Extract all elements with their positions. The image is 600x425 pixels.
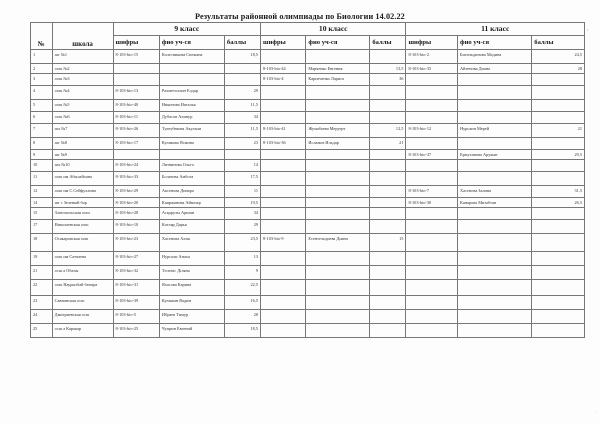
school-cell: шл №7 bbox=[52, 124, 113, 138]
row-number: 6 bbox=[31, 112, 53, 124]
table-row bbox=[31, 100, 585, 112]
grade11-name-cell bbox=[458, 252, 532, 266]
row-number: 19 bbox=[31, 252, 53, 266]
grade9-code-cell: 8-103-bio-23 bbox=[113, 234, 159, 252]
grade10-score-cell bbox=[370, 220, 406, 234]
grade11-score-cell: 31,5 bbox=[532, 186, 585, 198]
grade9-code-cell bbox=[113, 64, 159, 74]
grade9-score-cell: 19,5 bbox=[224, 198, 260, 208]
grade11-name-cell: Хасенова Залина bbox=[458, 186, 532, 198]
grade9-score-cell: 18,5 bbox=[224, 50, 260, 64]
grade11-score-cell bbox=[532, 208, 585, 220]
grade11-code-cell bbox=[406, 324, 458, 338]
grade10-name-cell bbox=[306, 100, 370, 112]
grade9-code-cell bbox=[113, 74, 159, 86]
header-school: школа bbox=[52, 23, 113, 50]
row-number: 17 bbox=[31, 220, 53, 234]
school-cell: Златопольская оош bbox=[52, 208, 113, 220]
grade9-code-cell: 8-103-bio-40 bbox=[113, 100, 159, 112]
grade9-name-cell: Яхасова Карина bbox=[159, 280, 224, 296]
table-row bbox=[31, 150, 585, 160]
grade11-code-cell bbox=[406, 310, 458, 324]
grade11-name-cell: Ермуханова Аружан bbox=[458, 150, 532, 160]
header-grade-9: 9 класс bbox=[113, 23, 261, 36]
school-cell: оош им С.Сейфуллина bbox=[52, 186, 113, 198]
grade10-code-cell bbox=[261, 280, 306, 296]
grade10-name-cell bbox=[306, 296, 370, 310]
grade10-name-cell bbox=[306, 186, 370, 198]
school-cell: оош им Абылайхана bbox=[52, 172, 113, 186]
grade10-code-cell bbox=[261, 198, 306, 208]
grade11-name-cell: Айтенова Диана bbox=[458, 64, 532, 74]
grade9-name-cell: Каиржанова Айназар bbox=[159, 198, 224, 208]
table-row bbox=[31, 64, 585, 74]
grade10-score-cell bbox=[370, 172, 406, 186]
results-body bbox=[31, 50, 585, 338]
grade9-code-cell: 8-103-bio-17 bbox=[113, 138, 159, 150]
grade9-name-cell: Болатова Амбота bbox=[159, 172, 224, 186]
grade11-score-cell bbox=[532, 296, 585, 310]
grade11-code-cell bbox=[406, 266, 458, 280]
grade9-score-cell: 14 bbox=[224, 160, 260, 172]
grade11-score-cell bbox=[532, 74, 585, 86]
grade11-score-cell bbox=[532, 266, 585, 280]
grade9-score-cell: 28 bbox=[224, 310, 260, 324]
grade9-score-cell: 13 bbox=[224, 252, 260, 266]
grade9-score-cell: 16,5 bbox=[224, 296, 260, 310]
grade10-score-cell bbox=[370, 208, 406, 220]
table-row bbox=[31, 198, 585, 208]
grade9-code-cell: 8-103-bio-20 bbox=[113, 198, 159, 208]
grade10-name-cell: Жумабаева Меруерт bbox=[306, 124, 370, 138]
grade11-code-cell bbox=[406, 208, 458, 220]
row-number: 14 bbox=[31, 198, 53, 208]
table-row bbox=[31, 186, 585, 198]
header-code: шифры bbox=[261, 36, 306, 50]
grade10-name-cell bbox=[306, 160, 370, 172]
table-row bbox=[31, 160, 585, 172]
school-cell: оош им Сатпаева bbox=[52, 252, 113, 266]
grade11-score-cell bbox=[532, 138, 585, 150]
grade10-score-cell bbox=[370, 266, 406, 280]
grade9-name-cell: Кулыкин Вадим bbox=[159, 296, 224, 310]
grade11-name-cell bbox=[458, 296, 532, 310]
grade11-name-cell: Нурсаин Мерей bbox=[458, 124, 532, 138]
grade11-score-cell bbox=[532, 172, 585, 186]
grade10-name-cell bbox=[306, 310, 370, 324]
row-number: 7 bbox=[31, 124, 53, 138]
school-cell: оош №2 bbox=[52, 64, 113, 74]
grade10-code-cell bbox=[261, 112, 306, 124]
grade9-code-cell: 8-103-bio-10 bbox=[113, 220, 159, 234]
grade11-code-cell bbox=[406, 160, 458, 172]
grade9-code-cell: 8-103-bio-13 bbox=[113, 86, 159, 100]
grade10-code-cell bbox=[261, 160, 306, 172]
grade11-score-cell: 24,5 bbox=[532, 50, 585, 64]
row-number: 5 bbox=[31, 100, 53, 112]
grade11-code-cell bbox=[406, 100, 458, 112]
grade9-name-cell bbox=[159, 64, 224, 74]
row-number: 3 bbox=[31, 74, 53, 86]
row-number: 11 bbox=[31, 172, 53, 186]
school-cell: оош №4 bbox=[52, 86, 113, 100]
grade9-code-cell: 8-103-bio-33 bbox=[113, 172, 159, 186]
grade9-code-cell: 8-103-bio-24 bbox=[113, 160, 159, 172]
row-number: 1 bbox=[31, 50, 53, 64]
grade10-code-cell: 8-103-bio-36 bbox=[261, 138, 306, 150]
grade9-name-cell: Рахметоллин Елдар bbox=[159, 86, 224, 100]
school-cell: Осакаровская оош bbox=[52, 234, 113, 252]
grade11-code-cell bbox=[406, 252, 458, 266]
grade9-name-cell: Аксенова Динара bbox=[159, 186, 224, 198]
school-cell: Николаевская оош bbox=[52, 220, 113, 234]
school-cell: оош №6 bbox=[52, 112, 113, 124]
grade10-code-cell bbox=[261, 220, 306, 234]
grade10-name-cell bbox=[306, 50, 370, 64]
grade9-name-cell: Ибраев Тимур bbox=[159, 310, 224, 324]
grade10-score-cell bbox=[370, 280, 406, 296]
school-cell: шг №9 bbox=[52, 150, 113, 160]
grade11-code-cell: 8-103-bio-2 bbox=[406, 50, 458, 64]
row-number: 21 bbox=[31, 266, 53, 280]
grade10-score-cell bbox=[370, 100, 406, 112]
grade10-name-cell bbox=[306, 252, 370, 266]
grade9-code-cell: 8-103-bio-26 bbox=[113, 124, 159, 138]
header-name: фио уч-ся bbox=[458, 36, 532, 50]
row-number: 12 bbox=[31, 186, 53, 198]
row-number: 23 bbox=[31, 296, 53, 310]
school-cell: оош №3 bbox=[52, 74, 113, 86]
grade11-score-cell bbox=[532, 220, 585, 234]
row-number: 15 bbox=[31, 208, 53, 220]
table-row bbox=[31, 74, 585, 86]
results-table bbox=[30, 22, 585, 338]
grade9-code-cell: 8-103-bio-29 bbox=[113, 186, 159, 198]
grade10-code-cell bbox=[261, 296, 306, 310]
table-row bbox=[31, 234, 585, 252]
grade10-code-cell bbox=[261, 266, 306, 280]
grade11-code-cell bbox=[406, 112, 458, 124]
grade10-name-cell bbox=[306, 208, 370, 220]
table-row bbox=[31, 124, 585, 138]
grade11-score-cell: 29,5 bbox=[532, 150, 585, 160]
grade11-name-cell bbox=[458, 234, 532, 252]
document-title: Результаты районной олимпиады по Биологии 14.02.22 bbox=[195, 12, 405, 21]
school-cell: шг с Зеленый бор bbox=[52, 198, 113, 208]
grade10-score-cell bbox=[370, 296, 406, 310]
row-number: 25 bbox=[31, 324, 53, 338]
grade11-score-cell bbox=[532, 100, 585, 112]
grade10-score-cell bbox=[370, 186, 406, 198]
grade11-name-cell bbox=[458, 280, 532, 296]
grade10-score-cell bbox=[370, 150, 406, 160]
grade10-code-cell bbox=[261, 186, 306, 198]
header-code: шифры bbox=[113, 36, 159, 50]
scan-mark: ' bbox=[587, 30, 588, 35]
row-number: 8 bbox=[31, 138, 53, 150]
grade10-name-cell bbox=[306, 112, 370, 124]
table-row bbox=[31, 50, 585, 64]
grade11-code-cell: 8-103-bio-7 bbox=[406, 186, 458, 198]
header-score: баллы bbox=[370, 36, 406, 50]
grade9-score-cell bbox=[224, 74, 260, 86]
grade10-score-cell: 36 bbox=[370, 74, 406, 86]
grade9-name-cell: Чуприн Евгений bbox=[159, 324, 224, 338]
table-row bbox=[31, 252, 585, 266]
grade10-code-cell bbox=[261, 252, 306, 266]
grade10-code-cell: 8-103-bio-44 bbox=[261, 64, 306, 74]
grade11-name-cell: Бигильдинова Мадина bbox=[458, 50, 532, 64]
grade11-code-cell bbox=[406, 172, 458, 186]
table-row bbox=[31, 296, 585, 310]
grade11-code-cell bbox=[406, 234, 458, 252]
grade9-score-cell: 11,5 bbox=[224, 124, 260, 138]
grade9-score-cell: 22,5 bbox=[224, 280, 260, 296]
row-number: 22 bbox=[31, 280, 53, 296]
grade10-score-cell bbox=[370, 86, 406, 100]
grade11-name-cell: Канарова Мизабтан bbox=[458, 198, 532, 208]
grade10-code-cell bbox=[261, 172, 306, 186]
table-row bbox=[31, 138, 585, 150]
grade10-name-cell: Есентельдиева Диана bbox=[306, 234, 370, 252]
grade11-name-cell bbox=[458, 266, 532, 280]
grade11-code-cell bbox=[406, 74, 458, 86]
grade9-code-cell: 8-103-bio-31 bbox=[113, 280, 159, 296]
grade10-name-cell bbox=[306, 266, 370, 280]
grade9-name-cell: Асқарулы Аршин bbox=[159, 208, 224, 220]
grade11-name-cell bbox=[458, 160, 532, 172]
grade11-name-cell bbox=[458, 324, 532, 338]
grade11-score-cell: 26,5 bbox=[532, 198, 585, 208]
grade10-name-cell bbox=[306, 198, 370, 208]
grade9-score-cell: 23 bbox=[224, 138, 260, 150]
grade9-name-cell: Куликова Ясмина bbox=[159, 138, 224, 150]
grade10-score-cell bbox=[370, 252, 406, 266]
grade10-score-cell: 15 bbox=[370, 234, 406, 252]
grade10-code-cell bbox=[261, 86, 306, 100]
grade11-code-cell bbox=[406, 280, 458, 296]
grade11-score-cell bbox=[532, 86, 585, 100]
grade10-score-cell: 21 bbox=[370, 138, 406, 150]
grade9-name-cell: Хасенова Алия bbox=[159, 234, 224, 252]
grade9-code-cell: 8-103-bio-32 bbox=[113, 266, 159, 280]
grade11-score-cell bbox=[532, 310, 585, 324]
grade9-score-cell: 11 bbox=[224, 186, 260, 198]
grade10-name-cell bbox=[306, 324, 370, 338]
row-number: 4 bbox=[31, 86, 53, 100]
grade11-code-cell: 8-103-bio-30 bbox=[406, 198, 458, 208]
table-row bbox=[31, 112, 585, 124]
grade11-score-cell bbox=[532, 112, 585, 124]
grade10-code-cell: 8-103-bio-41 bbox=[261, 124, 306, 138]
grade10-name-cell: Исламов Ильдар bbox=[306, 138, 370, 150]
grade10-score-cell bbox=[370, 324, 406, 338]
grade9-code-cell: 8-103-bio-11 bbox=[113, 112, 159, 124]
grade9-score-cell bbox=[224, 150, 260, 160]
grade11-score-cell bbox=[532, 324, 585, 338]
grade9-score-cell: 18,5 bbox=[224, 324, 260, 338]
grade9-code-cell: 8-103-bio-39 bbox=[113, 296, 159, 310]
grade9-name-cell: Колесникова Снежана bbox=[159, 50, 224, 64]
grade9-code-cell: 8-103-bio-15 bbox=[113, 50, 159, 64]
grade9-name-cell: Никонова Наталья bbox=[159, 100, 224, 112]
grade10-score-cell bbox=[370, 50, 406, 64]
grade9-name-cell bbox=[159, 150, 224, 160]
header-name: фио уч-ся bbox=[306, 36, 370, 50]
grade10-name-cell bbox=[306, 280, 370, 296]
table-row bbox=[31, 208, 585, 220]
grade11-code-cell bbox=[406, 296, 458, 310]
grade10-code-cell bbox=[261, 324, 306, 338]
grade9-name-cell: Литвинова Ольга bbox=[159, 160, 224, 172]
grade11-name-cell bbox=[458, 74, 532, 86]
grade9-code-cell: 8-103-bio-25 bbox=[113, 324, 159, 338]
row-number: 24 bbox=[31, 310, 53, 324]
grade10-code-cell bbox=[261, 50, 306, 64]
grade10-score-cell bbox=[370, 112, 406, 124]
grade9-code-cell: 8-103-bio-5 bbox=[113, 310, 159, 324]
school-cell: шг №1 bbox=[52, 50, 113, 64]
table-row bbox=[31, 324, 585, 338]
row-number: 10 bbox=[31, 160, 53, 172]
grade11-name-cell bbox=[458, 138, 532, 150]
grade10-name-cell: Марченко Евгения bbox=[306, 64, 370, 74]
row-number: 18 bbox=[31, 234, 53, 252]
grade9-name-cell: Дубасов Алинур bbox=[159, 112, 224, 124]
grade11-name-cell bbox=[458, 86, 532, 100]
header-score: баллы bbox=[224, 36, 260, 50]
grade11-score-cell bbox=[532, 252, 585, 266]
grade11-score-cell: 21 bbox=[532, 124, 585, 138]
header-grade-11: 11 класс bbox=[406, 23, 585, 36]
grade10-score-cell bbox=[370, 198, 406, 208]
scan-mark: ' bbox=[596, 410, 597, 415]
grade10-code-cell bbox=[261, 310, 306, 324]
grade9-code-cell: 8-103-bio-28 bbox=[113, 208, 159, 220]
grade11-name-cell bbox=[458, 100, 532, 112]
grade10-name-cell bbox=[306, 220, 370, 234]
grade11-score-cell bbox=[532, 234, 585, 252]
grade11-code-cell bbox=[406, 138, 458, 150]
row-number: 2 bbox=[31, 64, 53, 74]
grade9-score-cell: 29 bbox=[224, 220, 260, 234]
grade10-name-cell bbox=[306, 150, 370, 160]
grade11-code-cell bbox=[406, 220, 458, 234]
school-cell: шл №10 bbox=[52, 160, 113, 172]
header-name: фио уч-ся bbox=[159, 36, 224, 50]
table-row bbox=[31, 280, 585, 296]
grade11-name-cell bbox=[458, 310, 532, 324]
grade11-code-cell: 8-103-bio-35 bbox=[406, 64, 458, 74]
grade10-code-cell: 8-103-bio-9 bbox=[261, 234, 306, 252]
grade9-score-cell: 23,5 bbox=[224, 234, 260, 252]
grade9-name-cell: Төлепіс Діляна bbox=[159, 266, 224, 280]
grade11-score-cell bbox=[532, 280, 585, 296]
grade9-score-cell: 11,5 bbox=[224, 100, 260, 112]
grade10-score-cell: 13,5 bbox=[370, 64, 406, 74]
school-cell: Саввинская осш bbox=[52, 296, 113, 310]
grade11-code-cell bbox=[406, 86, 458, 100]
grade9-score-cell bbox=[224, 64, 260, 74]
school-cell: оош №5 bbox=[52, 100, 113, 112]
grade9-code-cell: 8-103-bio-27 bbox=[113, 252, 159, 266]
grade9-name-cell: Тулеубекова Акульпи bbox=[159, 124, 224, 138]
grade11-name-cell bbox=[458, 112, 532, 124]
grade11-name-cell bbox=[458, 208, 532, 220]
table-row bbox=[31, 310, 585, 324]
grade9-name-cell bbox=[159, 74, 224, 86]
row-number: 9 bbox=[31, 150, 53, 160]
school-cell: оош Наурызбай батыра bbox=[52, 280, 113, 296]
grade10-name-cell bbox=[306, 86, 370, 100]
school-cell: Дмитриевская осш bbox=[52, 310, 113, 324]
grade9-score-cell: 34 bbox=[224, 208, 260, 220]
header-score: баллы bbox=[532, 36, 585, 50]
school-cell: осш а Каракар bbox=[52, 324, 113, 338]
header-no: № bbox=[31, 23, 53, 50]
grade9-score-cell: 34 bbox=[224, 112, 260, 124]
grade11-score-cell bbox=[532, 160, 585, 172]
grade11-code-cell: 8-103-bio-37 bbox=[406, 150, 458, 160]
grade10-code-cell bbox=[261, 100, 306, 112]
grade10-score-cell: 12,5 bbox=[370, 124, 406, 138]
grade10-name-cell: Карпеченко Лариса bbox=[306, 74, 370, 86]
table-row bbox=[31, 266, 585, 280]
grade9-score-cell: 9 bbox=[224, 266, 260, 280]
grade10-code-cell: 8-103-bio-4 bbox=[261, 74, 306, 86]
table-row bbox=[31, 220, 585, 234]
grade11-code-cell: 8-103-bio-12 bbox=[406, 124, 458, 138]
grade9-name-cell: Нургали Анаха bbox=[159, 252, 224, 266]
table-row bbox=[31, 86, 585, 100]
header-grade-10: 10 класс bbox=[261, 23, 406, 36]
school-cell: шг №8 bbox=[52, 138, 113, 150]
grade9-name-cell: Котляр Дарья bbox=[159, 220, 224, 234]
grade11-name-cell bbox=[458, 220, 532, 234]
header-code: шифры bbox=[406, 36, 458, 50]
school-cell: осш а Обалы bbox=[52, 266, 113, 280]
table-row bbox=[31, 172, 585, 186]
grade10-code-cell bbox=[261, 150, 306, 160]
grade11-score-cell: 28 bbox=[532, 64, 585, 74]
grade10-name-cell bbox=[306, 172, 370, 186]
grade9-code-cell bbox=[113, 150, 159, 160]
grade9-score-cell: 29 bbox=[224, 86, 260, 100]
grade10-code-cell bbox=[261, 208, 306, 220]
grade9-score-cell: 17,5 bbox=[224, 172, 260, 186]
grade10-score-cell bbox=[370, 160, 406, 172]
grade11-name-cell bbox=[458, 172, 532, 186]
grade10-score-cell bbox=[370, 310, 406, 324]
